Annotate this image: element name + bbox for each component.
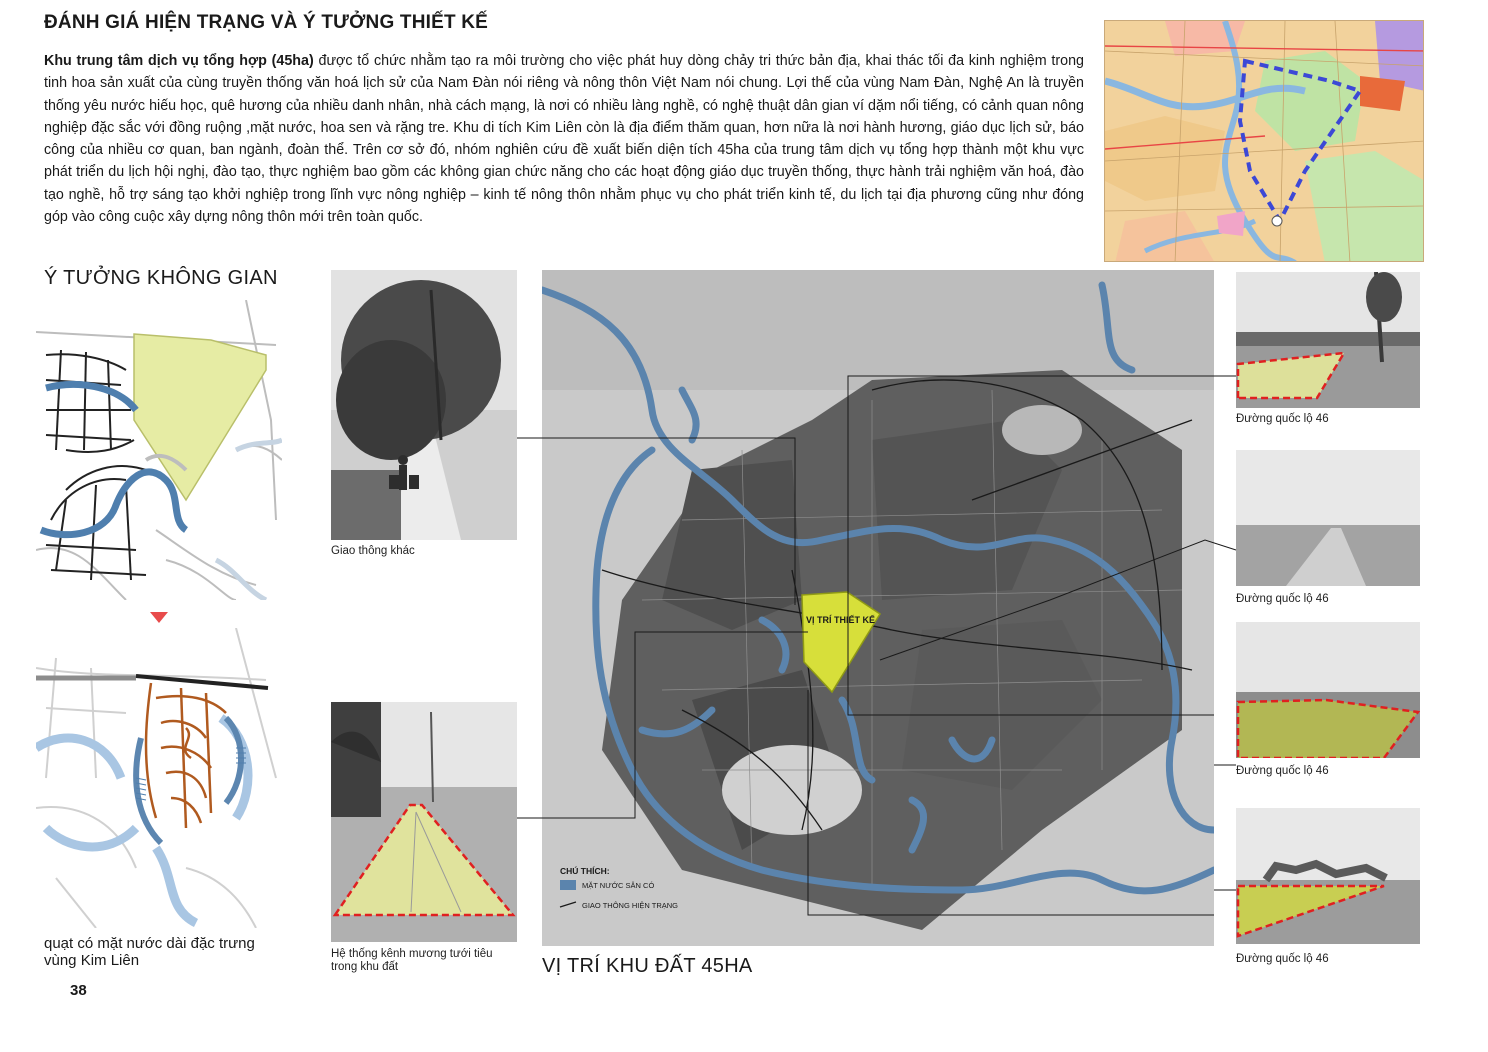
photo-highway-46-b [1236, 450, 1420, 586]
legend-water-swatch [560, 880, 576, 890]
site-location-map [542, 270, 1214, 946]
photo-caption-irrigation-canal [331, 948, 493, 974]
site-label: VỊ TRÍ THIẾT KẾ [806, 615, 876, 625]
concept-diagram-existing [36, 300, 282, 600]
arrow-down-icon [150, 612, 168, 623]
concept-caption [44, 935, 284, 969]
intro-paragraph [44, 50, 1084, 228]
photo-caption-highway-c: Đường quốc lộ 46 [1236, 765, 1329, 777]
intro-lead: Khu trung tâm dịch vụ tổng hợp (45ha) [44, 53, 314, 69]
planning-map [1104, 20, 1424, 262]
concept-caption-line-1: quạt có mặt nước dài đặc trưng [44, 935, 255, 952]
photo-irrigation-canal [331, 702, 517, 942]
photo-caption-other-traffic: Giao thông khác [331, 545, 415, 557]
page-number: 38 [70, 982, 87, 999]
legend-road-label: GIAO THÔNG HIỆN TRẠNG [582, 901, 678, 910]
photo-caption-highway-a: Đường quốc lộ 46 [1236, 413, 1329, 425]
photo-highway-46-a [1236, 272, 1420, 408]
concept-heading: Ý TƯỞNG KHÔNG GIAN [44, 267, 278, 289]
photo-highway-46-c [1236, 622, 1420, 758]
concept-caption-line-2: vùng Kim Liên [44, 952, 140, 969]
photo-caption-irrigation-line-2: trong khu đất [331, 961, 399, 973]
photo-other-traffic [331, 270, 517, 540]
photo-highway-46-d [1236, 808, 1420, 944]
legend-title: CHÚ THÍCH: [560, 866, 610, 876]
intro-body: được tổ chức nhằm tạo ra môi trường cho việc phát huy dòng chảy tri thức bản địa, khai thác tối đa kinh nghiệm trong tinh hoa sản xuất của cùng truyền thống văn hoá lịch sử của Nam Đàn nói riêng và nông thôn Việt Nam nói chung. Lợi thế của vùng Nam Đàn, Nghệ An là truyền thống yêu nước hiếu học, quê hương của nhiều danh nhân, nhà cách mạng, là nơi có nhiều làng nghề, có nghệ thuật dân gian ví dặm nổi tiếng, có cảnh quan nông nghiệp đặc sắc với đồng ruộng ,mặt nước, hoa sen và rặng tre. Khu di tích Kim Liên còn là địa điểm thăm quan, hơn nữa là nơi hành hương, giáo dục lịch sử, báo công của nhiều cơ quan, ban ngành, đoàn thể. Trên cơ sở đó, nhóm nghiên cứu đề xuất biến diện tích 45ha của trung tâm dịch vụ tổng hợp thành một khu vực phát triển du lịch hội nghị, đào tạo, thực nghiệm bao gồm các không gian chức năng cho các hoạt động giáo dục truyền thống, thực hành trải nghiệm văn hoá, đào tạo nghề, hỗ trợ sáng tạo khởi nghiệp trong lĩnh vực nông nghiệp – kinh tế nông thôn nhằm phục vụ cho phát triển kinh tế, du lịch tại địa phương cũng như đóng góp vào công cuộc xây dựng nông thôn mới trên toàn quốc. [44, 53, 1084, 226]
photo-caption-highway-b: Đường quốc lộ 46 [1236, 593, 1329, 605]
map-title: VỊ TRÍ KHU ĐẤT 45HA [542, 955, 753, 977]
page-title: ĐÁNH GIÁ HIỆN TRẠNG VÀ Ý TƯỞNG THIẾT KẾ [44, 12, 489, 33]
concept-diagram-proposed [36, 628, 282, 928]
legend-water-label: MẶT NƯỚC SẴN CÓ [582, 881, 655, 890]
photo-caption-irrigation-line-1: Hệ thống kênh mương tưới tiêu [331, 948, 493, 960]
photo-caption-highway-d: Đường quốc lộ 46 [1236, 953, 1329, 965]
